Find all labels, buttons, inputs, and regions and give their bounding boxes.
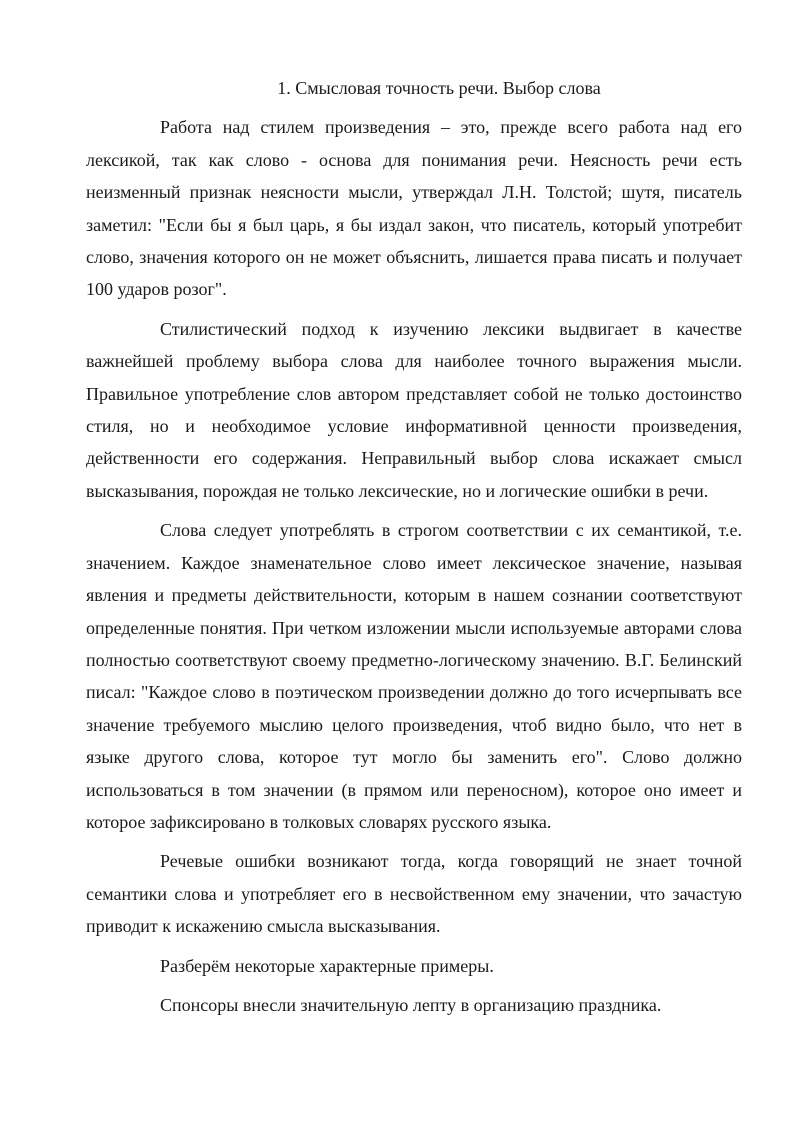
- paragraph-2: Стилистический подход к изучению лексики выдвигает в качестве важнейшей проблему выбора слова для наиболее точного выражения мысли. Правильное употребление слов автором представляет собой не только достоинство стиля, но и необходимое условие информативной ценности произведения, действенности его содержания. Неправильный выбор слова искажает смысл высказывания, порождая не только лексические, но и логические ошибки в речи.: [86, 318, 742, 501]
- paragraph-6: Спонсоры внесли значительную лепту в организацию праздника.: [160, 994, 662, 1015]
- section-title: 1. Смысловая точность речи. Выбор слова: [277, 78, 601, 98]
- paragraph-4: Речевые ошибки возникают тогда, когда говорящий не знает точной семантики слова и употребляет его в несвойственном ему значении, что зачастую приводит к искажению смысла высказывания.: [86, 851, 742, 937]
- paragraph-3: Слова следует употреблять в строгом соответствии с их семантикой, т.е. значением. Каждое знаменательное слово имеет лексическое значение, называя явления и предметы действительности, которым в нашем сознании соответствуют определенные понятия. При четком изложении мысли используемые авторами слова полностью соответствуют своему предметно-логическому значению. В.Г. Белинский писал: "Каждое слово в поэтическом произведении должно до того исчерпывать все значение требуемого мыслию целого произведения, чтоб видно было, что нет в языке другого слова, которое тут могло бы заменить его". Слово должно использоваться в том значении (в прямом или переносном), которое оно имеет и которое зафиксировано в толковых словарях русского языка.: [86, 520, 742, 832]
- paragraph-5: Разберём некоторые характерные примеры.: [160, 955, 494, 976]
- document-body: [86, 72, 742, 1021]
- paragraph-1: Работа над стилем произведения – это, прежде всего работа над его лексикой, так как слово - основа для понимания речи. Неясность речи есть неизменный признак неясности мысли, утверждал Л.Н. Толстой; шутя, писатель заметил: "Если бы я был царь, я бы издал закон, что писатель, который употребит слово, значения которого он не может объяснить, лишается права писать и получает 100 ударов розог".: [86, 117, 742, 300]
